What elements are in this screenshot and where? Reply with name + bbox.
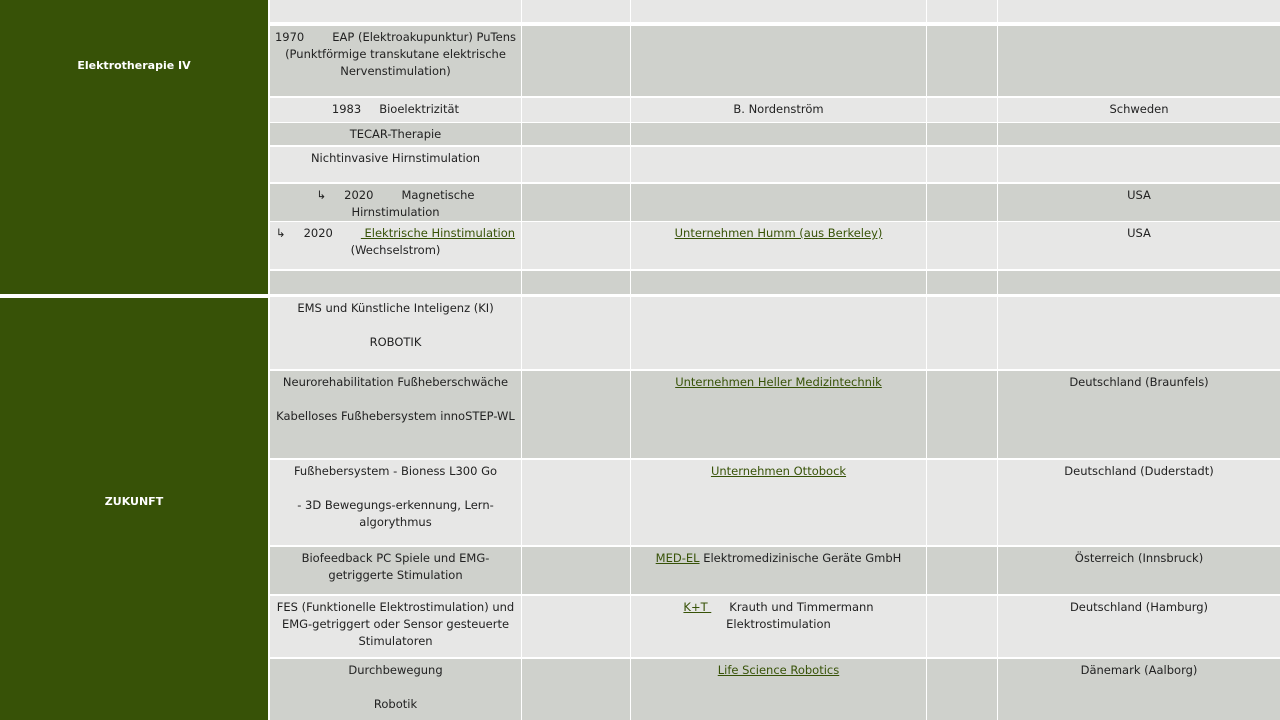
country: Österreich (Innsbruck) — [1074, 551, 1204, 565]
table-cell-title — [270, 123, 521, 145]
table-cell — [927, 26, 997, 96]
table-cell-country — [998, 460, 1280, 545]
table-cell — [522, 371, 630, 458]
table-cell — [522, 659, 630, 720]
table-cell — [522, 271, 630, 294]
table-cell — [522, 147, 630, 182]
company-med-el-link[interactable]: MED-EL — [655, 551, 700, 565]
table-cell-company — [631, 371, 926, 458]
table-cell — [522, 98, 630, 122]
table-row — [270, 297, 1280, 369]
table-cell — [927, 371, 997, 458]
table-cell — [631, 26, 926, 96]
table-cell — [522, 0, 630, 22]
country: Dänemark (Aalborg) — [1080, 663, 1198, 677]
table-cell — [927, 222, 997, 269]
table-cell — [631, 184, 926, 221]
arrow-icon: ↳ — [316, 188, 327, 202]
country: USA — [1127, 188, 1151, 202]
table-cell-country — [998, 184, 1280, 221]
table-cell-company — [631, 547, 926, 594]
table-cell — [927, 271, 997, 294]
table-cell — [631, 271, 926, 294]
company-kt-link[interactable]: K+T — [683, 600, 712, 614]
table-cell — [522, 26, 630, 96]
table-row — [270, 547, 1280, 594]
entry-title: Bioelektrizität — [379, 102, 460, 116]
table-cell-country — [998, 547, 1280, 594]
company-life-science-robotics-link[interactable]: Life Science Robotics — [717, 663, 840, 677]
table-row — [270, 271, 1280, 294]
table-cell-title — [270, 596, 521, 657]
table-cell-title — [270, 297, 521, 369]
table-cell — [998, 0, 1280, 22]
table-cell — [522, 547, 630, 594]
section-zukunft — [0, 298, 268, 720]
table-cell — [522, 123, 630, 145]
table-cell-title — [270, 222, 521, 269]
section-elektrotherapie-iv — [0, 0, 268, 294]
entry-line: Durchbewegung — [348, 663, 443, 677]
table-cell — [927, 460, 997, 545]
entry-line: Neurorehabilitation Fußheberschwäche — [282, 375, 509, 389]
country: Schweden — [1109, 102, 1169, 116]
country: Deutschland (Braunfels) — [1069, 375, 1209, 389]
country: Deutschland (Hamburg) — [1069, 600, 1209, 614]
table-cell-company — [631, 659, 926, 720]
table-cell — [998, 271, 1280, 294]
table-cell — [927, 147, 997, 182]
entry-line: ROBOTIK — [369, 335, 422, 349]
table-cell-title — [270, 547, 521, 594]
table-cell-country — [998, 659, 1280, 720]
entry-title: TECAR-Therapie — [349, 127, 442, 141]
table-cell — [998, 297, 1280, 369]
table-cell-person — [631, 98, 926, 122]
table-cell-country — [998, 371, 1280, 458]
table-cell-country — [998, 98, 1280, 122]
entry-title: Biofeedback PC Spiele und EMG-getriggerte Stimulation — [301, 551, 490, 582]
table-row — [270, 371, 1280, 458]
country: USA — [1127, 226, 1151, 240]
table-cell — [927, 123, 997, 145]
entry-title: Nichtinvasive Hirnstimulation — [310, 151, 481, 165]
table-cell-title — [270, 26, 521, 96]
table-cell — [270, 0, 521, 22]
company-heller-link[interactable]: Unternehmen Heller Medizintechnik — [675, 375, 882, 389]
table-cell — [631, 297, 926, 369]
year: 1983 — [331, 102, 362, 116]
table-row — [270, 460, 1280, 545]
company-humm-link[interactable]: Unternehmen Humm (aus Berkeley) — [674, 226, 883, 240]
year: 2020 — [344, 188, 374, 202]
company-name-rest: Krauth und Timmermann Elektrostimulation — [726, 600, 874, 631]
entry-line: EMS und Künstliche Inteligenz (KI) — [297, 301, 494, 315]
table-cell-title — [270, 184, 521, 221]
entry-title: FES (Funktionelle Elektrostimulation) und EMG-getriggert oder Sensor gesteuerte Stimulatoren — [276, 600, 515, 648]
table-cell-title — [270, 460, 521, 545]
table-cell-company — [631, 596, 926, 657]
table-cell-title — [270, 147, 521, 182]
table-cell-country — [998, 222, 1280, 269]
table-cell-company — [631, 222, 926, 269]
table-cell — [927, 659, 997, 720]
table-cell-company — [631, 460, 926, 545]
company-ottobock-link[interactable]: Unternehmen Ottobock — [710, 464, 847, 478]
table-row — [270, 222, 1280, 269]
table-row — [270, 596, 1280, 657]
table-row — [270, 147, 1280, 182]
entry-suffix: (Wechselstrom) — [350, 243, 441, 257]
entry-title: EAP (Elektroakupunktur) PuTens (Punktförmige transkutane elektrische Nervenstimulation) — [285, 30, 516, 78]
table-cell — [998, 26, 1280, 96]
table-cell — [522, 596, 630, 657]
entry-line: Fußhebersystem - Bioness L300 Go — [293, 464, 498, 478]
table-cell — [927, 596, 997, 657]
entry-line: Kabelloses Fußhebersystem innoSTEP-WL — [276, 409, 515, 423]
section-label: Elektrotherapie IV — [77, 58, 191, 72]
table-cell — [998, 123, 1280, 145]
country: Deutschland (Duderstadt) — [1064, 464, 1214, 478]
table-cell — [927, 547, 997, 594]
company-name-rest: Elektromedizinische Geräte GmbH — [699, 551, 902, 565]
table-cell — [522, 222, 630, 269]
table-cell — [631, 123, 926, 145]
person-name: B. Nordenström — [733, 102, 824, 116]
table-cell — [927, 184, 997, 221]
table-row — [270, 26, 1280, 96]
entry-title: Magnetische Hirnstimulation — [351, 188, 475, 219]
table-cell — [522, 184, 630, 221]
table-cell-title — [270, 371, 521, 458]
entry-line: Robotik — [373, 697, 418, 711]
year: 2020 — [303, 226, 333, 240]
section-label: ZUKUNFT — [104, 494, 164, 508]
table-cell — [631, 147, 926, 182]
table-cell — [927, 297, 997, 369]
table-cell-title — [270, 659, 521, 720]
table-row — [270, 98, 1280, 122]
entry-line: - 3D Bewegungs-erkennung, Lern-algorythmus — [297, 498, 494, 529]
table-row-header — [270, 0, 1280, 22]
table-cell — [522, 460, 630, 545]
table-cell — [927, 0, 997, 22]
elektrische-hinstimulation-link[interactable]: Elektrische Hinstimulation — [360, 226, 516, 240]
arrow-icon: ↳ — [275, 226, 286, 240]
year: 1970 — [274, 30, 305, 44]
table-row — [270, 123, 1280, 145]
table-cell-title — [270, 98, 521, 122]
table-cell — [631, 0, 926, 22]
table-row — [270, 659, 1280, 720]
table-cell — [270, 271, 521, 294]
table-row — [270, 184, 1280, 221]
table-cell-country — [998, 596, 1280, 657]
table-cell — [927, 98, 997, 122]
table-cell — [522, 297, 630, 369]
table-cell — [998, 147, 1280, 182]
